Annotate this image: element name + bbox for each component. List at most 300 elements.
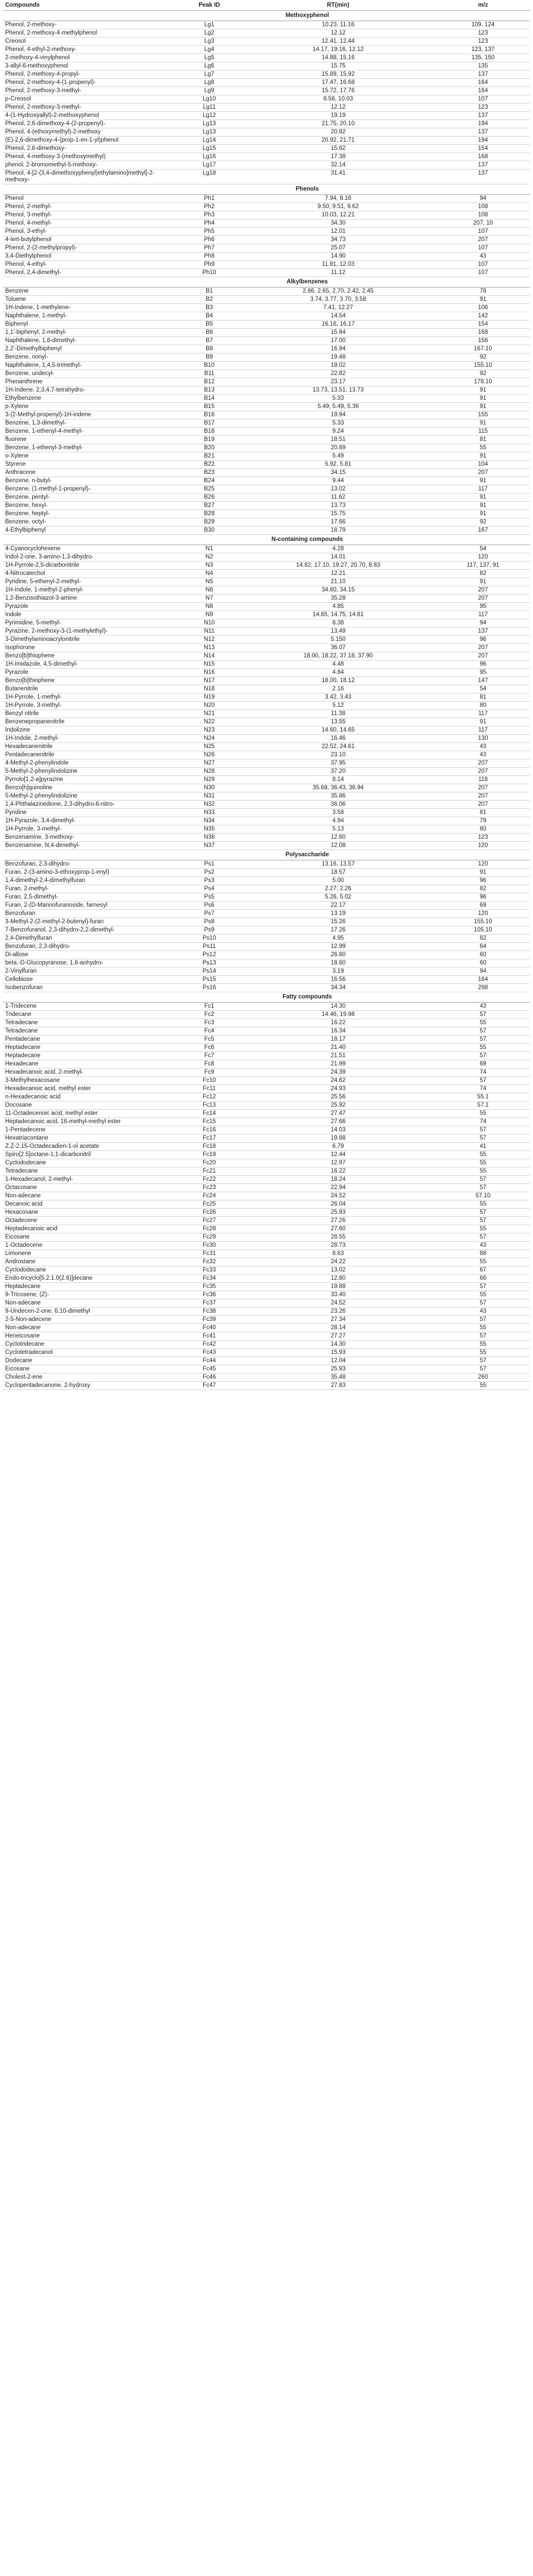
table-row bbox=[3, 128, 530, 137]
compound-name: 1H-Indene, 2,3,4,7-tetrahydro- bbox=[3, 386, 178, 395]
retention-time: 23.10 bbox=[240, 751, 436, 759]
peak-id: Fc5 bbox=[178, 1036, 240, 1044]
compound-name: Naphthalene, 1,6-dimethyl- bbox=[3, 337, 178, 345]
mz-value: 54 bbox=[436, 685, 530, 693]
mz-value: 92 bbox=[436, 370, 530, 378]
peak-id: N9 bbox=[178, 611, 240, 619]
compound-name: 1H-Pyrrole, 1-methyl- bbox=[3, 693, 178, 702]
compound-name: Phenol, 2-methoxy-3-methyl- bbox=[3, 104, 178, 112]
retention-time: 5.26, 5.02 bbox=[240, 893, 436, 902]
retention-time: 16.22 bbox=[240, 1167, 436, 1176]
mz-value: 55 bbox=[436, 1110, 530, 1118]
retention-time: 17.47, 16.68 bbox=[240, 79, 436, 87]
compound-name: Docosane bbox=[3, 1101, 178, 1110]
table-row bbox=[3, 1027, 530, 1036]
peak-id: Fc3 bbox=[178, 1019, 240, 1027]
peak-id: Fc31 bbox=[178, 1250, 240, 1258]
table-row bbox=[3, 211, 530, 219]
compound-name: Spiro[2.5]octane-1,1-dicarbonitril bbox=[3, 1151, 178, 1159]
peak-id: Lg7 bbox=[178, 71, 240, 79]
retention-time: 18.60 bbox=[240, 959, 436, 968]
compound-name: 1H-Pyrazole, 3,4-dimethyl- bbox=[3, 817, 178, 825]
peak-id: Ps14 bbox=[178, 968, 240, 976]
compound-name: 4-Cyanocyclohexene bbox=[3, 545, 178, 553]
mz-value: 43 bbox=[436, 743, 530, 751]
compound-name: Heptadecane bbox=[3, 1044, 178, 1052]
retention-time: 15.62 bbox=[240, 145, 436, 153]
header-peak-id: Peak ID bbox=[178, 0, 240, 11]
retention-time: 27.66 bbox=[240, 1118, 436, 1126]
peak-id: B14 bbox=[178, 395, 240, 403]
mz-value: 57 bbox=[436, 1283, 530, 1291]
mz-value: 91 bbox=[436, 477, 530, 485]
peak-id: N11 bbox=[178, 628, 240, 636]
peak-id: Fc20 bbox=[178, 1159, 240, 1167]
retention-time: 8.63 bbox=[240, 1250, 436, 1258]
mz-value: 91 bbox=[436, 502, 530, 510]
compound-name: Phenol, 2,4-dimethyl- bbox=[3, 269, 178, 277]
table-row bbox=[3, 951, 530, 959]
compound-name: Non-adecane bbox=[3, 1324, 178, 1332]
retention-time: 15.72, 17.76 bbox=[240, 87, 436, 95]
compound-name: Phenol, 2-(2-methylpropyl)- bbox=[3, 244, 178, 252]
table-row bbox=[3, 1275, 530, 1283]
mz-value: 74 bbox=[436, 1085, 530, 1093]
compound-name: Biphenyl bbox=[3, 320, 178, 329]
retention-time: 35.68, 36.43, 36.94 bbox=[240, 784, 436, 792]
compound-name: Benzene, hexyl- bbox=[3, 502, 178, 510]
compound-name: 1-Pentadecene bbox=[3, 1126, 178, 1134]
table-row bbox=[3, 145, 530, 153]
peak-id: Lg13 bbox=[178, 120, 240, 128]
compound-name: Phenol, 4-(ethoxymethyl)-2-methoxy bbox=[3, 128, 178, 137]
peak-id: Ph9 bbox=[178, 261, 240, 269]
table-row bbox=[3, 370, 530, 378]
retention-time: 5.92, 5.81 bbox=[240, 461, 436, 469]
compound-name: Octadecene bbox=[3, 1217, 178, 1225]
compound-name: 2-Vinylfuran bbox=[3, 968, 178, 976]
header-mz: m/z bbox=[436, 0, 530, 11]
mz-value: 55 bbox=[436, 1019, 530, 1027]
section-title: Polysaccharide bbox=[178, 850, 436, 860]
table-row bbox=[3, 436, 530, 444]
table-row bbox=[3, 553, 530, 562]
peak-id: N2 bbox=[178, 553, 240, 562]
table-row bbox=[3, 1011, 530, 1019]
peak-id: Fc12 bbox=[178, 1093, 240, 1101]
compound-name: Cyclododecane bbox=[3, 1266, 178, 1275]
section-header-row bbox=[3, 277, 530, 287]
compound-name: Phenol bbox=[3, 195, 178, 203]
mz-value: 120 bbox=[436, 910, 530, 918]
table-row bbox=[3, 395, 530, 403]
mz-value: 107 bbox=[436, 261, 530, 269]
retention-time: 5.13 bbox=[240, 825, 436, 834]
peak-id: Fc28 bbox=[178, 1225, 240, 1233]
table-row bbox=[3, 743, 530, 751]
table-row bbox=[3, 29, 530, 38]
table-row bbox=[3, 759, 530, 768]
peak-id: N8 bbox=[178, 603, 240, 611]
table-row bbox=[3, 735, 530, 743]
mz-value: 68 bbox=[436, 1250, 530, 1258]
table-row bbox=[3, 1110, 530, 1118]
table-row bbox=[3, 1151, 530, 1159]
mz-value: 137 bbox=[436, 161, 530, 170]
compound-name: Phenol, 2,6-dimethoxy- bbox=[3, 145, 178, 153]
table-row bbox=[3, 1217, 530, 1225]
compound-name: Benzenamine, N,4-dimethyl- bbox=[3, 842, 178, 850]
mz-value: 80 bbox=[436, 702, 530, 710]
retention-time: 32.14 bbox=[240, 161, 436, 170]
compound-name: 4-(1-Hydroxyallyl)-2-methoxyphenol bbox=[3, 112, 178, 120]
section-header-row bbox=[3, 850, 530, 860]
compound-name: Indole bbox=[3, 611, 178, 619]
peak-id: Fc41 bbox=[178, 1332, 240, 1341]
table-row bbox=[3, 518, 530, 527]
retention-time: 15.26 bbox=[240, 918, 436, 926]
compound-name: Phenol, 2-methoxy-4-methylphenol bbox=[3, 29, 178, 38]
table-row bbox=[3, 902, 530, 910]
table-row bbox=[3, 1044, 530, 1052]
table-row bbox=[3, 1060, 530, 1069]
retention-time: 12.97 bbox=[240, 1159, 436, 1167]
mz-value: 107 bbox=[436, 228, 530, 236]
table-row bbox=[3, 477, 530, 485]
mz-value: 107 bbox=[436, 244, 530, 252]
peak-id: Lg15 bbox=[178, 145, 240, 153]
compound-name: Pyrrolo[1,2-a]pyrazine bbox=[3, 776, 178, 784]
retention-time: 4.48 bbox=[240, 660, 436, 669]
peak-id: Ps15 bbox=[178, 976, 240, 984]
peak-id: N33 bbox=[178, 809, 240, 817]
peak-id: Fc6 bbox=[178, 1044, 240, 1052]
retention-time: 18.79 bbox=[240, 527, 436, 535]
table-row bbox=[3, 353, 530, 362]
peak-id: B9 bbox=[178, 353, 240, 362]
table-row bbox=[3, 79, 530, 87]
peak-id: Fc35 bbox=[178, 1283, 240, 1291]
retention-time: 25.56 bbox=[240, 1093, 436, 1101]
table-row bbox=[3, 562, 530, 570]
peak-id: Fc37 bbox=[178, 1299, 240, 1308]
compound-name: 3-allyl-6-methoxyphenol bbox=[3, 62, 178, 71]
retention-time: 12.04 bbox=[240, 1357, 436, 1365]
retention-time: 14.30 bbox=[240, 1341, 436, 1349]
retention-time: 28.73 bbox=[240, 1242, 436, 1250]
retention-time: 12.44 bbox=[240, 1151, 436, 1159]
retention-time: 13.55 bbox=[240, 718, 436, 726]
mz-value: 104 bbox=[436, 461, 530, 469]
table-row bbox=[3, 1374, 530, 1382]
peak-id: Fc25 bbox=[178, 1200, 240, 1209]
table-row bbox=[3, 595, 530, 603]
peak-id: N27 bbox=[178, 759, 240, 768]
peak-id: Lg4 bbox=[178, 46, 240, 54]
compound-name: 2,4-Dimethylfuran bbox=[3, 935, 178, 943]
table-row bbox=[3, 378, 530, 386]
peak-id: Lg5 bbox=[178, 54, 240, 62]
compound-name: 1,1'-biphenyl, 2-methyl- bbox=[3, 329, 178, 337]
mz-value: 67 bbox=[436, 1266, 530, 1275]
table-row bbox=[3, 236, 530, 244]
peak-id: N36 bbox=[178, 834, 240, 842]
peak-id: Lg10 bbox=[178, 95, 240, 104]
table-row bbox=[3, 1077, 530, 1085]
mz-value: 55.1 bbox=[436, 1093, 530, 1101]
mz-value: 82 bbox=[436, 935, 530, 943]
retention-time: 14.46, 19.98 bbox=[240, 1011, 436, 1019]
retention-time: 27.83 bbox=[240, 1382, 436, 1390]
retention-time: 18.00, 18.22, 37.18, 37.90 bbox=[240, 652, 436, 660]
compound-name: 3,4-Diethylphenol bbox=[3, 252, 178, 261]
table-row bbox=[3, 910, 530, 918]
retention-time: 11.12 bbox=[240, 269, 436, 277]
table-row bbox=[3, 1341, 530, 1349]
retention-time: 18.17 bbox=[240, 1036, 436, 1044]
mz-value: 130 bbox=[436, 735, 530, 743]
mz-value: 55 bbox=[436, 1225, 530, 1233]
peak-id: N25 bbox=[178, 743, 240, 751]
peak-id: Fc11 bbox=[178, 1085, 240, 1093]
peak-id: Fc4 bbox=[178, 1027, 240, 1036]
peak-id: N31 bbox=[178, 792, 240, 801]
compound-name: Decanoic acid bbox=[3, 1200, 178, 1209]
mz-value: 137 bbox=[436, 170, 530, 184]
table-row bbox=[3, 38, 530, 46]
table-row bbox=[3, 726, 530, 735]
mz-value: 137 bbox=[436, 628, 530, 636]
compound-name: Toluene bbox=[3, 296, 178, 304]
retention-time: 14.03 bbox=[240, 1126, 436, 1134]
table-row bbox=[3, 1209, 530, 1217]
peak-id: N32 bbox=[178, 801, 240, 809]
compound-name: 1H-Pyrrole, 3-methyl- bbox=[3, 702, 178, 710]
retention-time: 17.66 bbox=[240, 518, 436, 527]
table-row bbox=[3, 1134, 530, 1143]
table-row bbox=[3, 943, 530, 951]
compound-name: Heptadecane bbox=[3, 1052, 178, 1060]
mz-value: 168 bbox=[436, 329, 530, 337]
retention-time: 27.47 bbox=[240, 1110, 436, 1118]
table-row bbox=[3, 203, 530, 211]
table-row bbox=[3, 120, 530, 128]
table-row bbox=[3, 1357, 530, 1365]
peak-id: N35 bbox=[178, 825, 240, 834]
peak-id: N30 bbox=[178, 784, 240, 792]
retention-time: 5.00 bbox=[240, 877, 436, 885]
retention-time: 4.28 bbox=[240, 545, 436, 553]
table-row bbox=[3, 578, 530, 586]
compound-name: 7-Benzofuranol, 2,3-dihydro-2,2-dimethyl- bbox=[3, 926, 178, 935]
table-row bbox=[3, 586, 530, 595]
table-row bbox=[3, 570, 530, 578]
peak-id: Fc8 bbox=[178, 1060, 240, 1069]
mz-value: 57 bbox=[436, 1052, 530, 1060]
retention-time: 16.34 bbox=[240, 1027, 436, 1036]
mz-value: 55 bbox=[436, 1324, 530, 1332]
compound-name: 11-Octadecenoic acid, methyl ester bbox=[3, 1110, 178, 1118]
peak-id: B2 bbox=[178, 296, 240, 304]
retention-time: 35.86 bbox=[240, 792, 436, 801]
compound-name: Hexacosane bbox=[3, 1209, 178, 1217]
table-row bbox=[3, 1176, 530, 1184]
retention-time: 4.94 bbox=[240, 817, 436, 825]
retention-time: 22.52, 24.61 bbox=[240, 743, 436, 751]
mz-value: 81 bbox=[436, 436, 530, 444]
mz-value: 69 bbox=[436, 1060, 530, 1069]
compound-name: Androstane bbox=[3, 1258, 178, 1266]
retention-time: 9.44 bbox=[240, 477, 436, 485]
mz-value: 57 bbox=[436, 1126, 530, 1134]
retention-time: 8.38 bbox=[240, 619, 436, 628]
mz-value: 207 bbox=[436, 792, 530, 801]
retention-time: 22.17 bbox=[240, 902, 436, 910]
compound-name: p-Creosol bbox=[3, 95, 178, 104]
table-row bbox=[3, 1308, 530, 1316]
mz-value: 94 bbox=[436, 195, 530, 203]
mz-value: 168 bbox=[436, 153, 530, 161]
table-row bbox=[3, 54, 530, 62]
retention-time: 12.99 bbox=[240, 943, 436, 951]
retention-time: 12.80 bbox=[240, 1275, 436, 1283]
mz-value: 57 bbox=[436, 1365, 530, 1374]
retention-time: 25.92 bbox=[240, 1101, 436, 1110]
table-row bbox=[3, 893, 530, 902]
peak-id: N19 bbox=[178, 693, 240, 702]
retention-time: 3.19 bbox=[240, 968, 436, 976]
retention-time: 13.02 bbox=[240, 1266, 436, 1275]
peak-id: Ph7 bbox=[178, 244, 240, 252]
mz-value: 91 bbox=[436, 403, 530, 411]
retention-time: 25.93 bbox=[240, 1209, 436, 1217]
compound-name: 5-Methyl-2-phenylindolizine bbox=[3, 768, 178, 776]
table-row bbox=[3, 1101, 530, 1110]
mz-value: 55 bbox=[436, 1151, 530, 1159]
retention-time: 8.56, 10.03 bbox=[240, 95, 436, 104]
retention-time: 14.82, 17.10, 19.27, 20.70, 8.83 bbox=[240, 562, 436, 570]
table-row bbox=[3, 860, 530, 869]
retention-time: 19.19 bbox=[240, 112, 436, 120]
peak-id: B26 bbox=[178, 494, 240, 502]
retention-time: 15.75 bbox=[240, 510, 436, 518]
peak-id: N26 bbox=[178, 751, 240, 759]
mz-value: 260 bbox=[436, 1374, 530, 1382]
table-row bbox=[3, 461, 530, 469]
peak-id: Fc15 bbox=[178, 1118, 240, 1126]
retention-time: 5.33 bbox=[240, 395, 436, 403]
peak-id: N18 bbox=[178, 685, 240, 693]
table-row bbox=[3, 809, 530, 817]
peak-id: Ps16 bbox=[178, 984, 240, 992]
peak-id: Lg11 bbox=[178, 104, 240, 112]
mz-value: 207 bbox=[436, 586, 530, 595]
compound-name: o-Xylene bbox=[3, 452, 178, 461]
table-row bbox=[3, 219, 530, 228]
mz-value: 207 bbox=[436, 236, 530, 244]
retention-time: 23.26 bbox=[240, 1308, 436, 1316]
table-row bbox=[3, 718, 530, 726]
mz-value: 178.10 bbox=[436, 378, 530, 386]
retention-time: 19.48 bbox=[240, 353, 436, 362]
table-row bbox=[3, 1003, 530, 1011]
retention-time: 26.60 bbox=[240, 951, 436, 959]
retention-time: 26.04 bbox=[240, 1200, 436, 1209]
compound-name: Benzene, octyl- bbox=[3, 518, 178, 527]
section-spacer bbox=[436, 992, 530, 1003]
mz-value: 94 bbox=[436, 968, 530, 976]
compound-name: Limonene bbox=[3, 1250, 178, 1258]
table-row bbox=[3, 444, 530, 452]
table-row bbox=[3, 494, 530, 502]
mz-value: 96 bbox=[436, 636, 530, 644]
retention-time: 19.88 bbox=[240, 1134, 436, 1143]
mz-value: 91 bbox=[436, 869, 530, 877]
table-row bbox=[3, 1184, 530, 1192]
compound-name: Cyclotridecane bbox=[3, 1341, 178, 1349]
retention-time: 13.02 bbox=[240, 485, 436, 494]
compound-name: Pyrazole bbox=[3, 669, 178, 677]
mz-value: 115 bbox=[436, 428, 530, 436]
retention-time: 11.62 bbox=[240, 494, 436, 502]
table-row bbox=[3, 104, 530, 112]
compound-name: 1,2-Benzisothiazol-3-amine bbox=[3, 595, 178, 603]
table-row bbox=[3, 428, 530, 436]
compound-name: Non-adecane bbox=[3, 1299, 178, 1308]
compound-name: 4-tert-butylphenol bbox=[3, 236, 178, 244]
mz-value: 137 bbox=[436, 112, 530, 120]
peak-id: Lg2 bbox=[178, 29, 240, 38]
mz-value: 109, 124 bbox=[436, 21, 530, 29]
table-row bbox=[3, 21, 530, 29]
table-row bbox=[3, 1258, 530, 1266]
compound-name: Furan, 2-(D-Mannofuranoside, farnesyl bbox=[3, 902, 178, 910]
peak-id: Fc19 bbox=[178, 1151, 240, 1159]
retention-time: 13.73, 13.51, 13.73 bbox=[240, 386, 436, 395]
retention-time: 25.07 bbox=[240, 244, 436, 252]
retention-time: 17.38 bbox=[240, 153, 436, 161]
section-title: Alkylbenzenes bbox=[178, 277, 436, 287]
peak-id: Fc22 bbox=[178, 1176, 240, 1184]
compound-name: 3-Methyl-2-(2-methyl-2-butenyl)-furan bbox=[3, 918, 178, 926]
mz-value: 118 bbox=[436, 776, 530, 784]
compound-name: Benzofuran bbox=[3, 910, 178, 918]
table-row bbox=[3, 1069, 530, 1077]
mz-value: 92 bbox=[436, 518, 530, 527]
compound-name: Hexadecane bbox=[3, 1060, 178, 1069]
table-row bbox=[3, 170, 530, 184]
compound-name: Hexatriacontane bbox=[3, 1134, 178, 1143]
mz-value: 117 bbox=[436, 726, 530, 735]
peak-id: Fc39 bbox=[178, 1316, 240, 1324]
compound-name: Benzofuran, 2,3-dihydro- bbox=[3, 860, 178, 869]
compound-name: Eicosane bbox=[3, 1233, 178, 1242]
mz-value: 164 bbox=[436, 87, 530, 95]
retention-time: 21.75, 20.10 bbox=[240, 120, 436, 128]
mz-value: 207 bbox=[436, 644, 530, 652]
compound-name: 1H-Indole, 1-methyl-2-phenyl- bbox=[3, 586, 178, 595]
compound-name: 1-Hexadecanol, 2-methyl- bbox=[3, 1176, 178, 1184]
table-row bbox=[3, 1332, 530, 1341]
compound-name: Tridecane bbox=[3, 1011, 178, 1019]
table-row bbox=[3, 46, 530, 54]
mz-value: 194 bbox=[436, 137, 530, 145]
table-row bbox=[3, 1365, 530, 1374]
compound-name: 2-5-Non-adecene bbox=[3, 1316, 178, 1324]
compound-name: Eicosane bbox=[3, 1365, 178, 1374]
compound-name: 9-Tricosene, (Z)- bbox=[3, 1291, 178, 1299]
peak-id: Fc45 bbox=[178, 1365, 240, 1374]
